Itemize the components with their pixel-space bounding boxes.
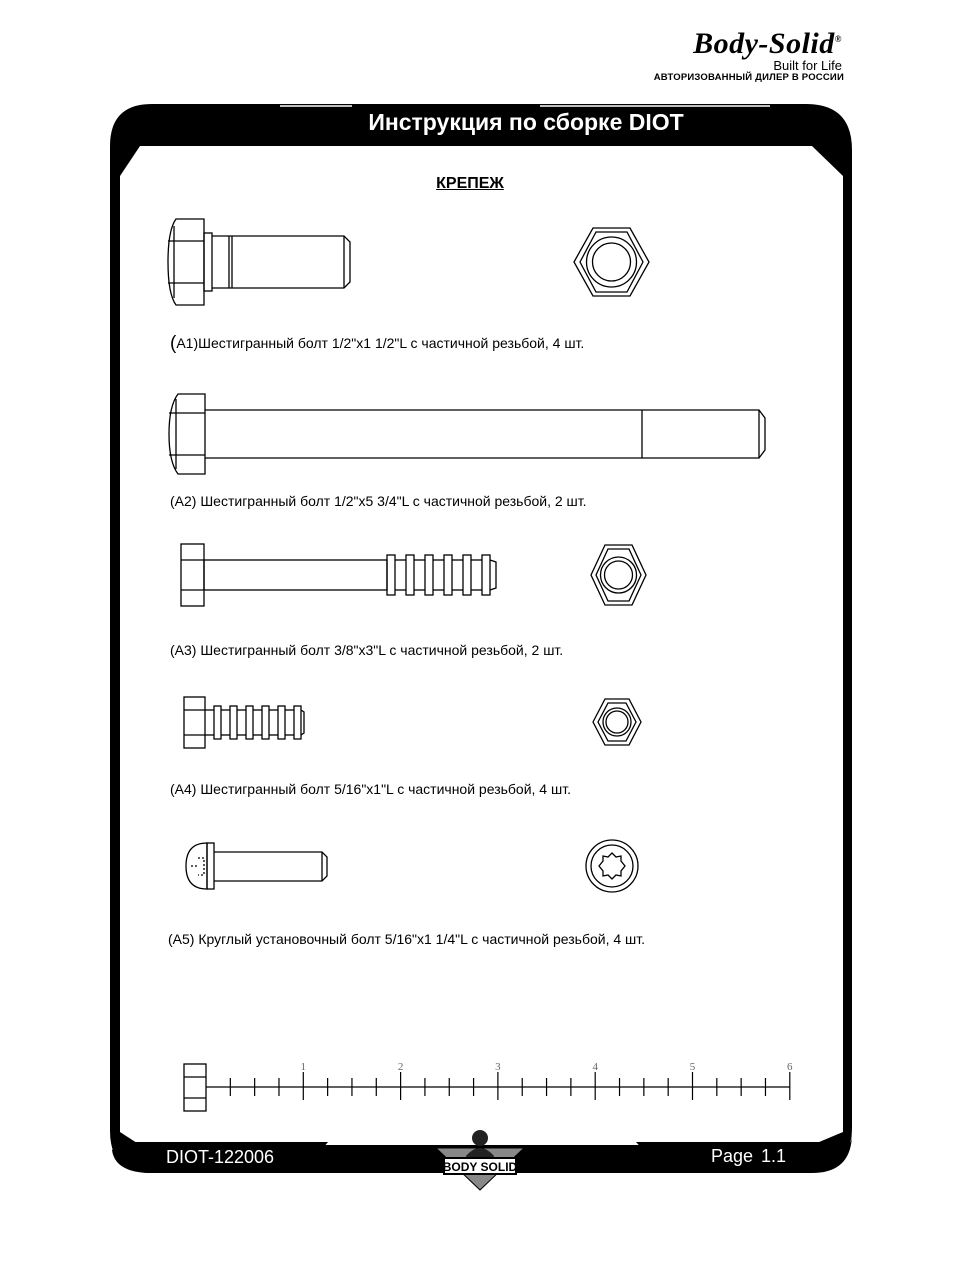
nut-a3-drawing bbox=[591, 545, 646, 605]
brand-tagline: Built for Life bbox=[773, 58, 842, 73]
page-number: 1.1 bbox=[761, 1146, 787, 1166]
washer-a5-drawing bbox=[586, 840, 638, 892]
ruler-label: 4 bbox=[592, 1061, 598, 1073]
bolt-a2-drawing bbox=[169, 394, 765, 474]
ruler-label: 1 bbox=[300, 1061, 307, 1073]
ruler-scale bbox=[206, 1072, 790, 1100]
page-label: Page bbox=[711, 1146, 754, 1166]
item-a5-label: (A5) Круглый установочный болт 5/16"x1 1/4"L с частичной резьбой, 4 шт. bbox=[168, 931, 646, 947]
brand-logo: Body-Solid® bbox=[693, 27, 842, 60]
item-a3-label: (A3) Шестигранный болт 3/8"x3"L с частичной резьбой, 2 шт. bbox=[170, 642, 564, 658]
item-a2-label: (A2) Шестигранный болт 1/2"x5 3/4"L с частичной резьбой, 2 шт. bbox=[170, 493, 587, 509]
footer-logo bbox=[436, 1126, 524, 1192]
doc-code: DIOT-122006 bbox=[166, 1147, 275, 1167]
ruler-label: 6 bbox=[787, 1061, 793, 1073]
bolt-a1-drawing bbox=[168, 219, 350, 305]
nut-a4-drawing bbox=[593, 699, 641, 745]
item-a1-label: (А1)Шестигранный болт 1/2"x1 1/2"L с частичной резьбой, 4 шт. bbox=[170, 333, 585, 354]
brand-dealer-note: АВТОРИЗОВАННЫЙ ДИЛЕР В РОССИИ bbox=[653, 72, 844, 83]
footer-logo-text: BODY SOLID bbox=[442, 1160, 518, 1174]
ruler-bolt-head bbox=[184, 1064, 206, 1111]
item-a4-label: (A4) Шестигранный болт 5/16"x1"L с частичной резьбой, 4 шт. bbox=[170, 781, 571, 797]
page-indicator bbox=[711, 1146, 786, 1167]
bolt-a3-drawing bbox=[181, 544, 496, 606]
ruler-label: 2 bbox=[397, 1061, 404, 1073]
nut-a1-drawing bbox=[574, 228, 649, 296]
ruler-label: 5 bbox=[689, 1061, 696, 1073]
section-heading: КРЕПЕЖ bbox=[436, 175, 504, 192]
bolt-a4-drawing bbox=[184, 697, 304, 748]
ruler-label: 3 bbox=[495, 1061, 501, 1073]
page-title: Инструкция по сборке DIOT bbox=[368, 109, 684, 135]
bolt-a5-drawing bbox=[186, 843, 327, 889]
